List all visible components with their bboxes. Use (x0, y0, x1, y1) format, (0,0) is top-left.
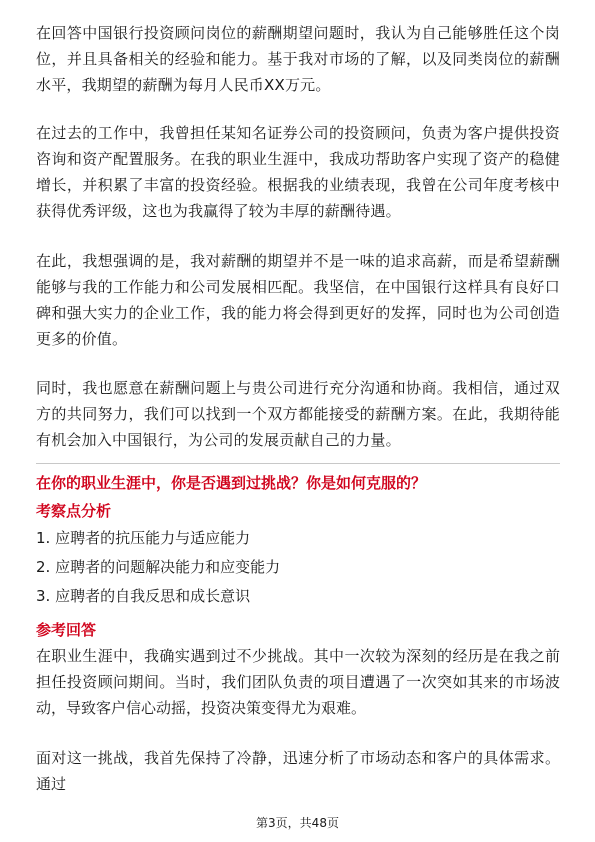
answer-paragraph: 在职业生涯中，我确实遇到过不少挑战。其中一次较为深刻的经历是在我之前担任投资顾问期间。当时，我们团队负责的项目遭遇了一次突如其来的市场波动，导致客户信心动摇，投资决策变得尤为艰难。 (36, 647, 560, 717)
analysis-item: 3. 应聘者的自我反思和成长意识 (36, 587, 251, 605)
body-paragraph: 同时，我也愿意在薪酬问题上与贵公司进行充分沟通和协商。我相信，通过双方的共同努力，我们可以找到一个双方都能接受的薪酬方案。在此，我期待能有机会加入中国银行，为公司的发展贡献自己的力量。 (36, 379, 560, 449)
question-heading: 在你的职业生涯中，你是否遇到过挑战？你是如何克服的？ (36, 474, 427, 492)
section-divider (36, 463, 560, 464)
answer-paragraph: 面对这一挑战，我首先保持了冷静，迅速分析了市场动态和客户的具体需求。通过 (36, 749, 560, 793)
page-number: 第3页，共48页 (256, 816, 339, 830)
analysis-item: 1. 应聘者的抗压能力与适应能力 (36, 529, 251, 547)
document-page (36, 20, 560, 797)
answer-heading: 参考回答 (36, 621, 97, 639)
analysis-item: 2. 应聘者的问题解决能力和应变能力 (36, 558, 281, 576)
body-paragraph: 在回答中国银行投资顾问岗位的薪酬期望问题时，我认为自己能够胜任这个岗位，并且具备相关的经验和能力。基于我对市场的了解，以及同类岗位的薪酬水平，我期望的薪酬为每月人民币XX万元。 (36, 24, 560, 94)
analysis-list (36, 524, 560, 611)
analysis-heading: 考察点分析 (36, 502, 112, 520)
body-paragraph: 在过去的工作中，我曾担任某知名证券公司的投资顾问，负责为客户提供投资咨询和资产配置服务。在我的职业生涯中，我成功帮助客户实现了资产的稳健增长，并积累了丰富的投资经验。根据我的业绩表现，我曾在公司年度考核中获得优秀评级，这也为我赢得了较为丰厚的薪酬待遇。 (36, 124, 560, 220)
body-paragraph: 在此，我想强调的是，我对薪酬的期望并不是一味的追求高薪，而是希望薪酬能够与我的工作能力和公司发展相匹配。我坚信，在中国银行这样具有良好口碑和强大实力的企业工作，我的能力将会得到更好的发挥，同时也为公司创造更多的价值。 (36, 252, 560, 348)
